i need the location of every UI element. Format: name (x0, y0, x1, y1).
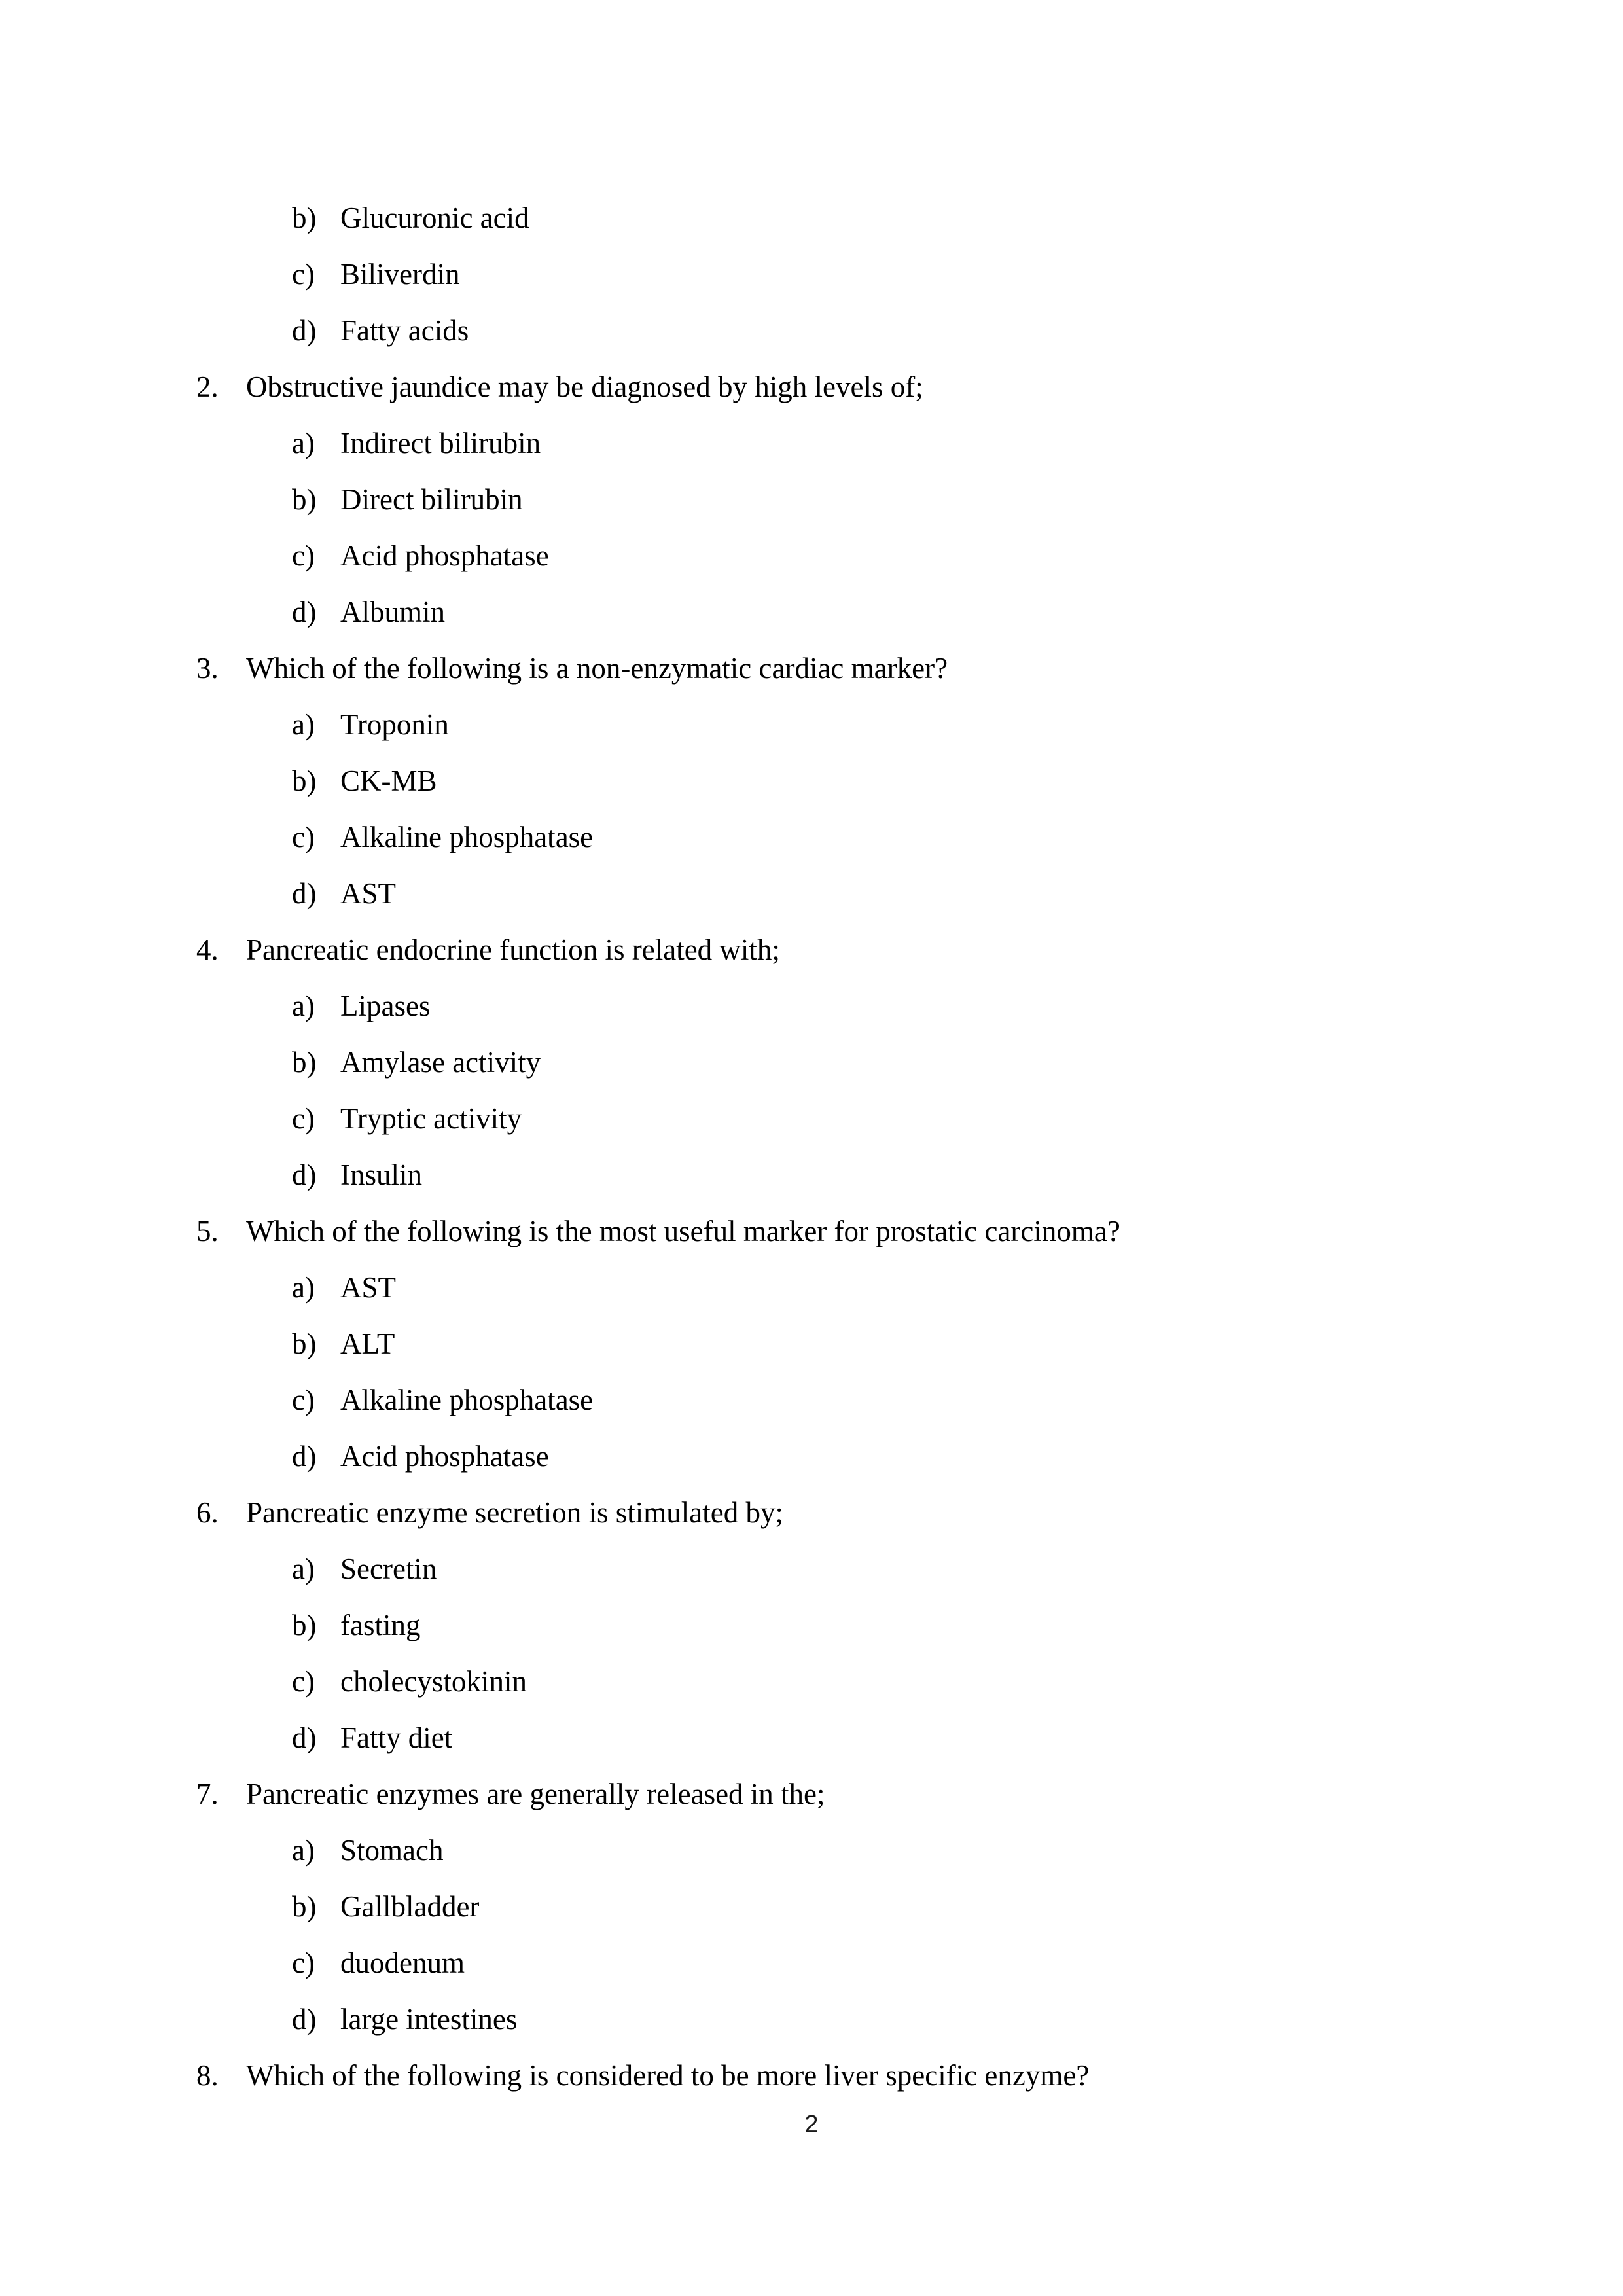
option-text: fasting (340, 1609, 421, 1641)
option-text: AST (340, 877, 397, 910)
option-text: Fatty diet (340, 1721, 453, 1754)
option-letter: d) (292, 2003, 317, 2036)
option-letter: a) (292, 1834, 315, 1867)
option-text: cholecystokinin (340, 1665, 527, 1698)
option-letter: b) (292, 764, 317, 797)
option-row (196, 1034, 1440, 1090)
option-row (196, 1090, 1440, 1147)
question-row (196, 1766, 1440, 1822)
question-row (196, 1203, 1440, 1259)
option-row (196, 1935, 1440, 1991)
option-text: Glucuronic acid (340, 202, 529, 234)
question-number: 2. (196, 370, 219, 403)
option-letter: b) (292, 1046, 317, 1079)
option-text: large intestines (340, 2003, 518, 2036)
question-row (196, 1484, 1440, 1541)
option-row (196, 978, 1440, 1034)
option-row (196, 1991, 1440, 2047)
option-row (196, 1147, 1440, 1203)
question-text: Which of the following is the most useful marker for prostatic carcinoma? (246, 1215, 1120, 1247)
option-row (196, 246, 1440, 302)
option-letter: c) (292, 1384, 315, 1416)
option-text: Acid phosphatase (340, 1440, 549, 1473)
page-footer (0, 2109, 1623, 2140)
question-number: 4. (196, 933, 219, 966)
option-text: CK-MB (340, 764, 437, 797)
option-text: Indirect bilirubin (340, 427, 541, 459)
option-letter: b) (292, 202, 317, 234)
option-letter: a) (292, 990, 315, 1022)
option-row (196, 471, 1440, 528)
option-letter: d) (292, 596, 317, 628)
option-letter: d) (292, 314, 317, 347)
question-number: 6. (196, 1496, 219, 1529)
option-letter: c) (292, 1102, 315, 1135)
option-letter: c) (292, 258, 315, 291)
question-row (196, 640, 1440, 696)
option-letter: b) (292, 1890, 317, 1923)
option-letter: c) (292, 821, 315, 853)
option-row (196, 753, 1440, 809)
option-row (196, 302, 1440, 359)
option-letter: a) (292, 427, 315, 459)
option-letter: b) (292, 1327, 317, 1360)
option-row (196, 1316, 1440, 1372)
question-text: Pancreatic enzymes are generally released in the; (246, 1778, 825, 1810)
option-row (196, 1259, 1440, 1316)
option-row (196, 865, 1440, 922)
option-letter: a) (292, 1271, 315, 1304)
option-text: Biliverdin (340, 258, 460, 291)
option-text: Secretin (340, 1552, 437, 1585)
option-text: Amylase activity (340, 1046, 541, 1079)
option-text: Insulin (340, 1158, 423, 1191)
question-row (196, 2047, 1440, 2104)
option-row (196, 1597, 1440, 1653)
option-letter: d) (292, 1440, 317, 1473)
option-text: Direct bilirubin (340, 483, 523, 516)
option-text: Troponin (340, 708, 449, 741)
option-text: Fatty acids (340, 314, 469, 347)
option-row (196, 1710, 1440, 1766)
option-letter: b) (292, 1609, 317, 1641)
option-text: Acid phosphatase (340, 539, 549, 572)
question-text: Which of the following is considered to be more liver specific enzyme? (246, 2059, 1090, 2092)
question-number: 3. (196, 652, 219, 685)
page-number: 2 (804, 2111, 819, 2138)
option-text: Tryptic activity (340, 1102, 522, 1135)
option-letter: c) (292, 539, 315, 572)
question-number: 7. (196, 1778, 219, 1810)
option-text: Albumin (340, 596, 446, 628)
option-row (196, 190, 1440, 246)
option-row (196, 1428, 1440, 1484)
option-row (196, 809, 1440, 865)
option-letter: d) (292, 877, 317, 910)
question-text: Which of the following is a non-enzymatic cardiac marker? (246, 652, 948, 685)
option-row (196, 1372, 1440, 1428)
question-row (196, 922, 1440, 978)
question-row (196, 359, 1440, 415)
question-text: Pancreatic endocrine function is related with; (246, 933, 780, 966)
question-number: 5. (196, 1215, 219, 1247)
option-row (196, 1653, 1440, 1710)
option-text: duodenum (340, 1946, 465, 1979)
option-text: Stomach (340, 1834, 444, 1867)
option-letter: a) (292, 1552, 315, 1585)
option-row (196, 1541, 1440, 1597)
option-row (196, 696, 1440, 753)
question-text: Pancreatic enzyme secretion is stimulated by; (246, 1496, 783, 1529)
option-row (196, 1822, 1440, 1878)
option-text: Alkaline phosphatase (340, 821, 594, 853)
option-letter: c) (292, 1665, 315, 1698)
question-list (196, 190, 1440, 2104)
option-row (196, 584, 1440, 640)
option-text: Gallbladder (340, 1890, 480, 1923)
question-number: 8. (196, 2059, 219, 2092)
option-text: ALT (340, 1327, 395, 1360)
option-letter: b) (292, 483, 317, 516)
option-row (196, 528, 1440, 584)
option-text: Alkaline phosphatase (340, 1384, 594, 1416)
option-row (196, 1878, 1440, 1935)
option-text: Lipases (340, 990, 431, 1022)
option-letter: a) (292, 708, 315, 741)
option-row (196, 415, 1440, 471)
option-letter: d) (292, 1721, 317, 1754)
option-letter: c) (292, 1946, 315, 1979)
option-text: AST (340, 1271, 397, 1304)
option-letter: d) (292, 1158, 317, 1191)
question-text: Obstructive jaundice may be diagnosed by high levels of; (246, 370, 923, 403)
